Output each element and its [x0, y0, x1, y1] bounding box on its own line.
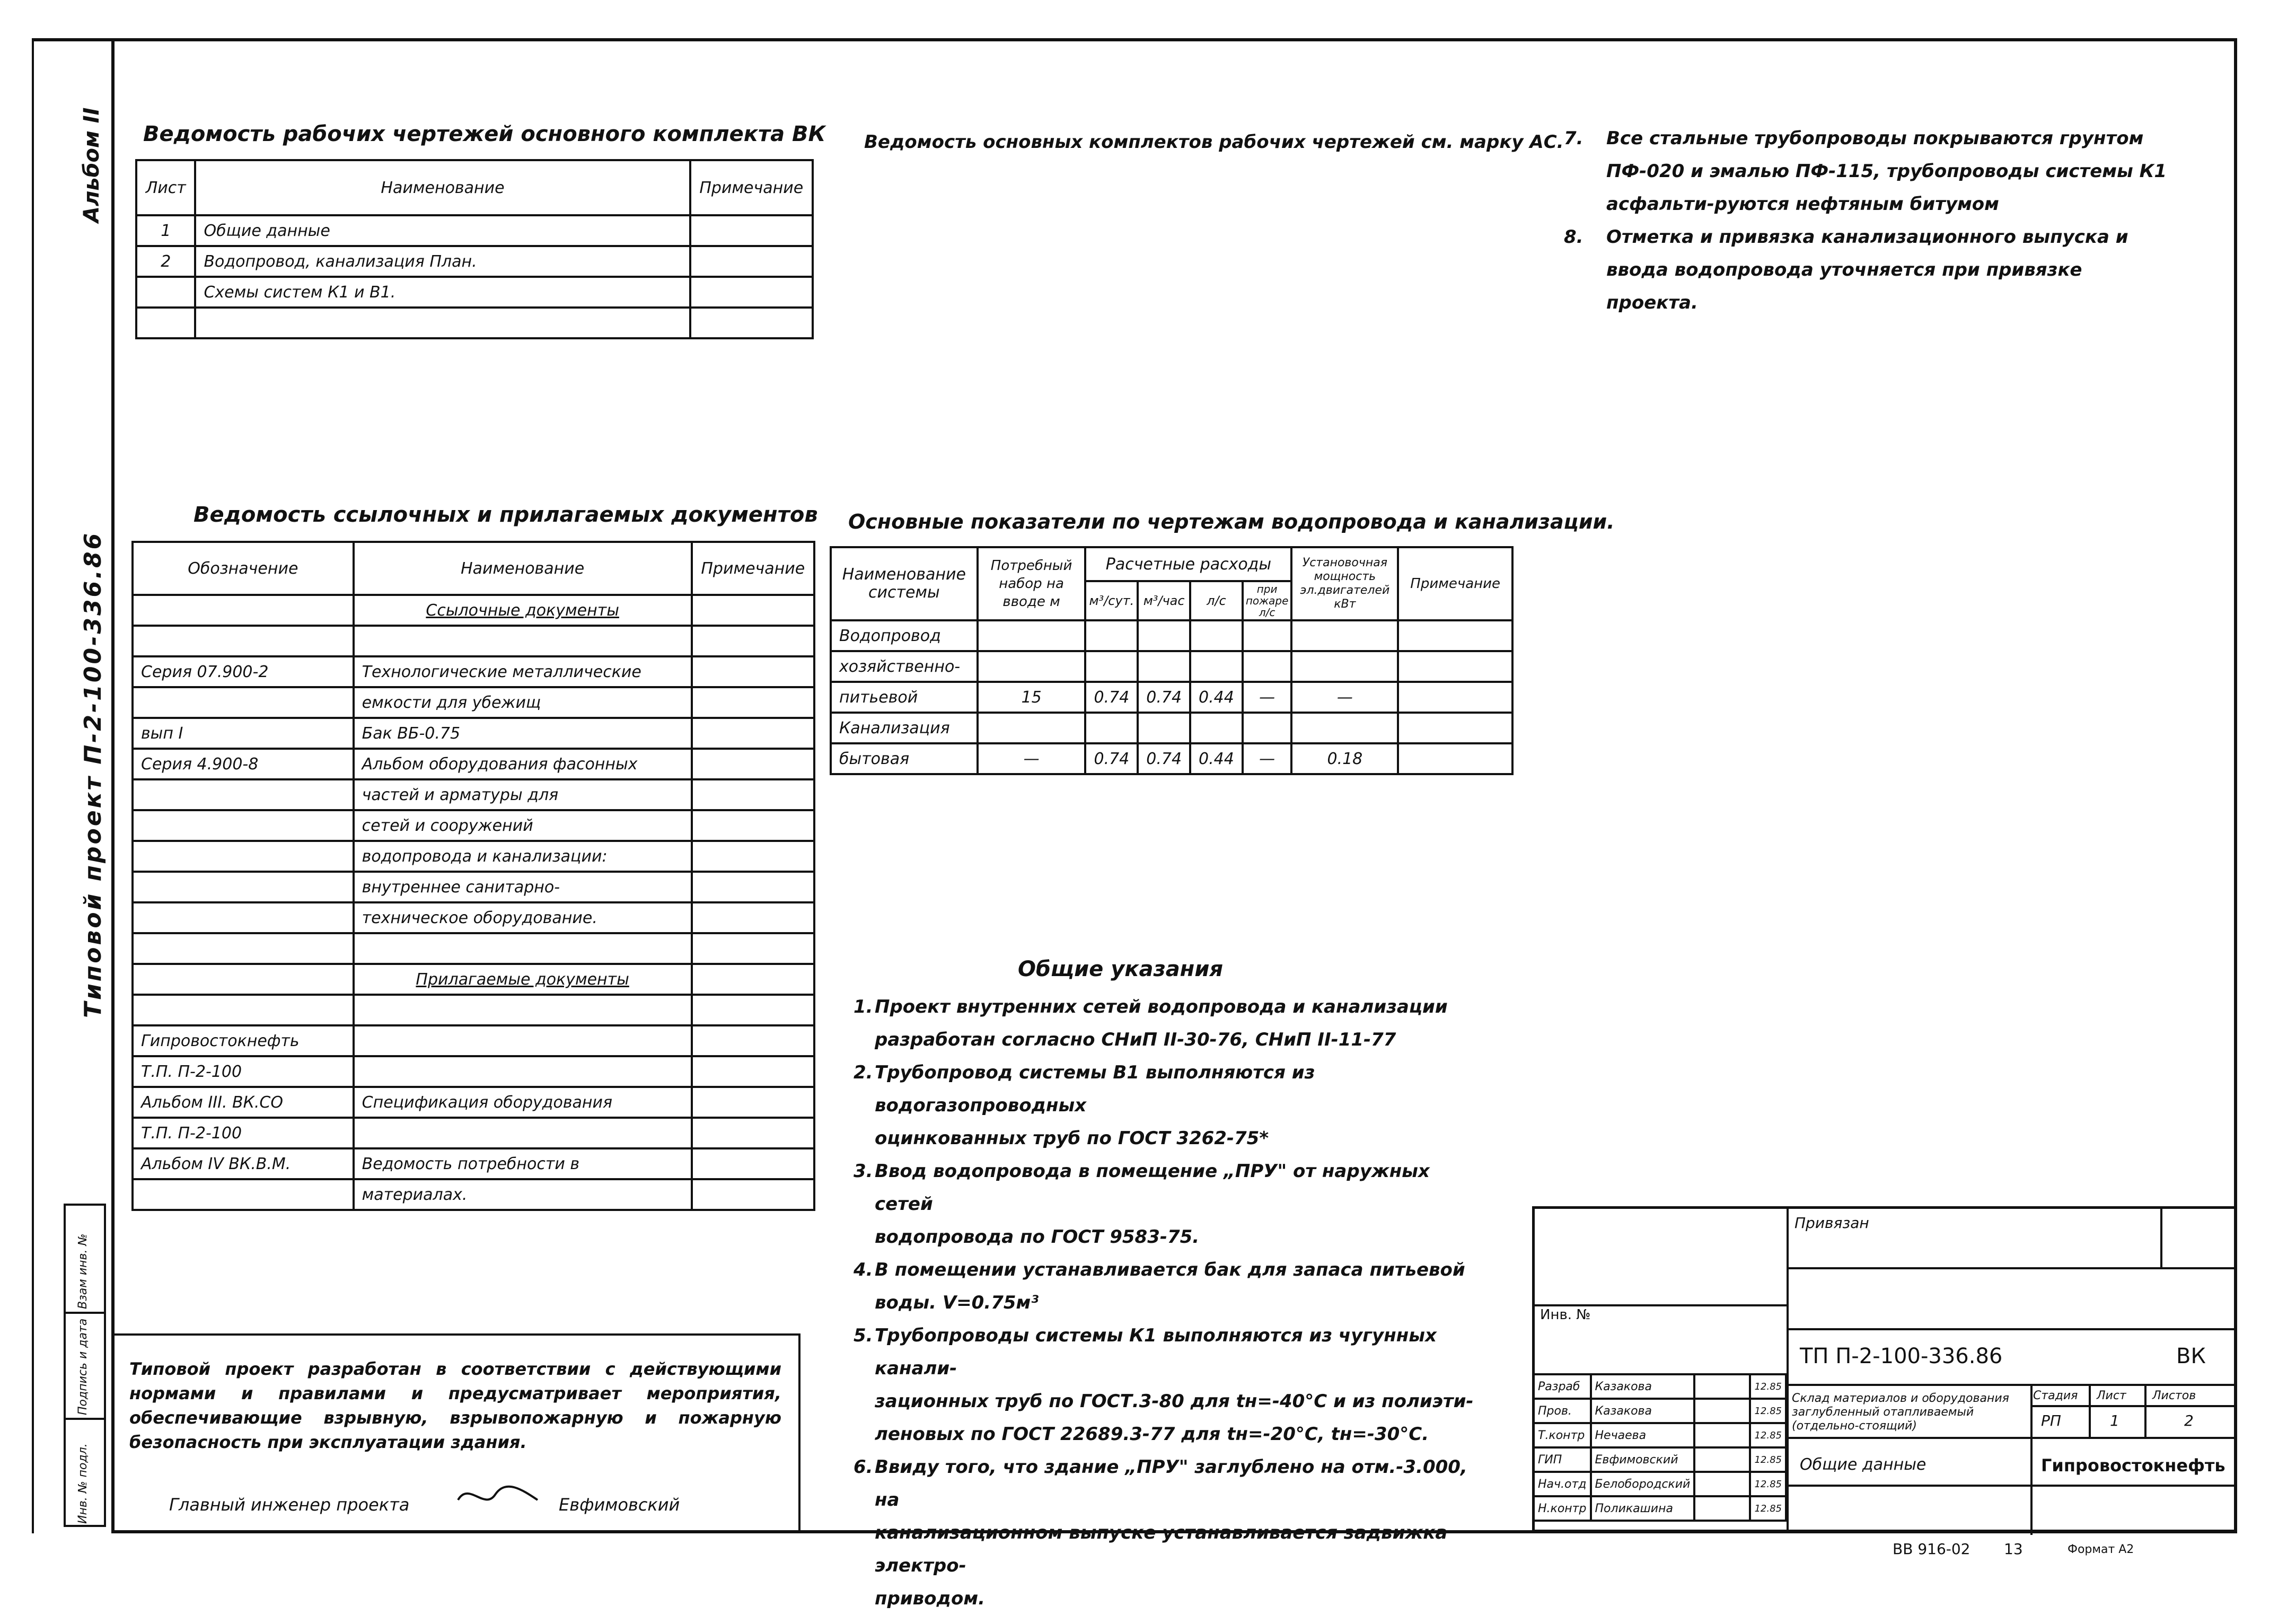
table-row: Пров. Казакова 12.85 [1534, 1399, 1786, 1423]
table-row: Н.контр Поликашина 12.85 [1534, 1496, 1786, 1521]
indicators-title: Основные показатели по чертежам водопровода и канализации. [848, 510, 1615, 533]
table-row: Т.П. П-2-100 [133, 1056, 814, 1087]
table-row: Схемы систем К1 и В1. [136, 277, 813, 308]
indicators-table: Наименование системы Потребный набор на вводе м Расчетные расходы Установочная мощность эл.двигателей кВт Примечание м³/сут. м³/час л/с при пожаре л/с Водопровод хозяйственно- питьевой 15 0.74 0.74 0.44 — — Канализация бытовая — 0.74 0.74 0.44 — 0.18 [830, 546, 1514, 775]
ref-docs-table: Обозначение Наименование Примечание Ссылочные документы Серия 07.900-2 Технологические металлические емкости для убежищ вып I Бак ВБ-0.75 Серия 4.900-8 Альбом оборудования фасонных частей и арматуры для сетей и сооружений водопровода и канализации: внутреннее санитарно- техническое оборудование. Прилагаемые документы Гипровостокнефть Т.П. П-2-100 Альбом III. ВК.СО Спецификация оборудования Т.П. П-2-100 Альбом IV ВК.В.М. Ведомость потребности в материалах. [131, 541, 815, 1211]
left-strip-label-1: Взам инв. № [76, 1233, 90, 1309]
general-item: 5. Трубопроводы системы К1 выполняются из чугунных канали- зационных труб по ГОСТ.3-80 для tн=-40°С и из полиэти- леновых по ГОСТ 22689.3-77 для tн=-20°С, tн=-30°С. [854, 1325, 1474, 1445]
table-row: материалах. [133, 1179, 814, 1210]
table-row: Альбом IV ВК.В.М. Ведомость потребности в [133, 1148, 814, 1179]
footer-number: 13 [2004, 1540, 2023, 1558]
signer-name: Евфимовский [559, 1495, 680, 1515]
note-8: 8. Отметка и привязка канализационного выпуска и ввода водопровода уточняется при привязке проекта. [1564, 226, 2128, 313]
left-strip [64, 1204, 106, 1527]
general-item: 4. В помещении устанавливается бак для запаса питьевой воды. V=0.75м³ [854, 1259, 1465, 1313]
table-row: питьевой 15 0.74 0.74 0.44 — — [831, 682, 1512, 713]
table-row: Разраб Казакова 12.85 [1534, 1374, 1786, 1399]
table-row: Канализация [831, 713, 1512, 743]
left-strip-label-3: Инв. № подл. [76, 1443, 90, 1524]
table-row: сетей и сооружений [133, 810, 814, 841]
roles-table [1533, 1373, 1787, 1522]
ref-docs-title: Ведомость ссылочных и прилагаемых документов [193, 503, 818, 527]
table-row [133, 933, 814, 964]
table-row: Водопровод [831, 620, 1512, 651]
header-name: Наименование [195, 160, 690, 215]
sheet-value: 1 [2110, 1412, 2119, 1429]
table-row: 2 Водопровод, канализация План. [136, 246, 813, 277]
table-row: Серия 4.900-8 Альбом оборудования фасонных [133, 749, 814, 779]
table-row: бытовая — 0.74 0.74 0.44 — 0.18 [831, 743, 1512, 774]
drawings-list-table [135, 159, 814, 339]
table-row: Нач.отд Белобородский 12.85 [1534, 1472, 1786, 1496]
table-row: емкости для убежищ [133, 687, 814, 718]
compliance-box [111, 1333, 800, 1532]
table-row [133, 626, 814, 656]
notes-right [1564, 122, 2174, 319]
table-row: ГИП Евфимовский 12.85 [1534, 1447, 1786, 1472]
org-name: Гипровостокнефть [2041, 1455, 2225, 1476]
table-row: техническое оборудование. [133, 902, 814, 933]
doc-mark: ВК [2176, 1344, 2206, 1368]
sheet-title: Общие данные [1800, 1455, 1926, 1474]
stage-label: Стадия [2033, 1389, 2078, 1402]
note-7: 7. Все стальные трубопроводы покрываются грунтом ПФ-020 и эмалью ПФ-115, трубопроводы системы К1 асфальти-руются нефтяным битумом [1564, 128, 2167, 215]
doc-code: ТП П-2-100-336.86 [1800, 1344, 2003, 1368]
title-block [1532, 1206, 2237, 1532]
header-sheet: Лист [136, 160, 195, 215]
table-row: Прилагаемые документы [133, 964, 814, 995]
general-item: 2. Трубопровод системы В1 выполняются из водогазопроводных оцинкованных труб по ГОСТ 3262-75* [854, 1062, 1315, 1149]
table-row: вып I Бак ВБ-0.75 [133, 718, 814, 749]
table-row: Т.контр Нечаева 12.85 [1534, 1423, 1786, 1447]
drawings-list-title: Ведомость рабочих чертежей основного комплекта ВК [143, 122, 826, 146]
header-note: Примечание [690, 160, 813, 215]
ref-docs-body [133, 595, 814, 1210]
left-strip-label-2: Подпись и дата [76, 1318, 90, 1415]
table-row: Гипровостокнефть [133, 1025, 814, 1056]
compliance-text: Типовой проект разработан в соответствии с действующими нормами и правилами и предусматривает мероприятия, обеспечивающие взрывную, взрывопожарную и пожарную безопасность при эксплуатации здания. [129, 1359, 781, 1452]
general-item: 6. Ввиду того, что здание „ПРУ" заглублено на отм.-3.000, на канализационном выпуске устанавливается задвижка электро- приводом. [854, 1456, 1467, 1609]
signer-role: Главный инженер проекта [169, 1495, 410, 1515]
stage-value: РП [2041, 1412, 2061, 1429]
indicators-body [831, 620, 1512, 774]
sheets-value: 2 [2184, 1412, 2194, 1429]
sheet-label: Лист [2097, 1389, 2126, 1402]
doc-description: Склад материалов и оборудования заглубленный отапливаемый (отдельно-стоящий) [1792, 1392, 2009, 1433]
table-row: водопровода и канализации: [133, 841, 814, 872]
general-item: 1. Проект внутренних сетей водопровода и канализации разработан согласно СНиП II-30-76, СНиП II-11-77 [854, 996, 1448, 1050]
privyazan-label: Привязан [1794, 1214, 1869, 1232]
inv-label: Инв. № [1540, 1307, 1591, 1323]
table-row [136, 308, 813, 338]
footer-code: BB 916-02 [1893, 1540, 1970, 1558]
general-list [854, 990, 1490, 1615]
table-row: частей и арматуры для [133, 779, 814, 810]
table-row: внутреннее санитарно- [133, 872, 814, 902]
sheets-label: Листов [2152, 1389, 2196, 1402]
table-row: Т.П. П-2-100 [133, 1118, 814, 1148]
table-row: Серия 07.900-2 Технологические металлические [133, 656, 814, 687]
vertical-project-code: Типовой проект П-2-100-336.86 [80, 531, 107, 1018]
table-row: Ссылочные документы [133, 595, 814, 626]
frame-left-line [32, 38, 34, 1533]
table-row: хозяйственно- [831, 651, 1512, 682]
footer-format: Формат А2 [2068, 1543, 2134, 1556]
signature-icon [453, 1479, 543, 1516]
table-row: 1 Общие данные [136, 215, 813, 246]
table-row [133, 995, 814, 1025]
general-item: 3. Ввод водопровода в помещение „ПРУ" от наружных сетей водопровода по ГОСТ 9583-75. [854, 1161, 1430, 1248]
album-label: Альбом II [80, 107, 104, 223]
main-sets-note: Ведомость основных комплектов рабочих чертежей см. марку АС. [864, 131, 1564, 153]
table-row: Альбом III. ВК.СО Спецификация оборудования [133, 1087, 814, 1118]
general-title: Общие указания [1018, 957, 1224, 981]
